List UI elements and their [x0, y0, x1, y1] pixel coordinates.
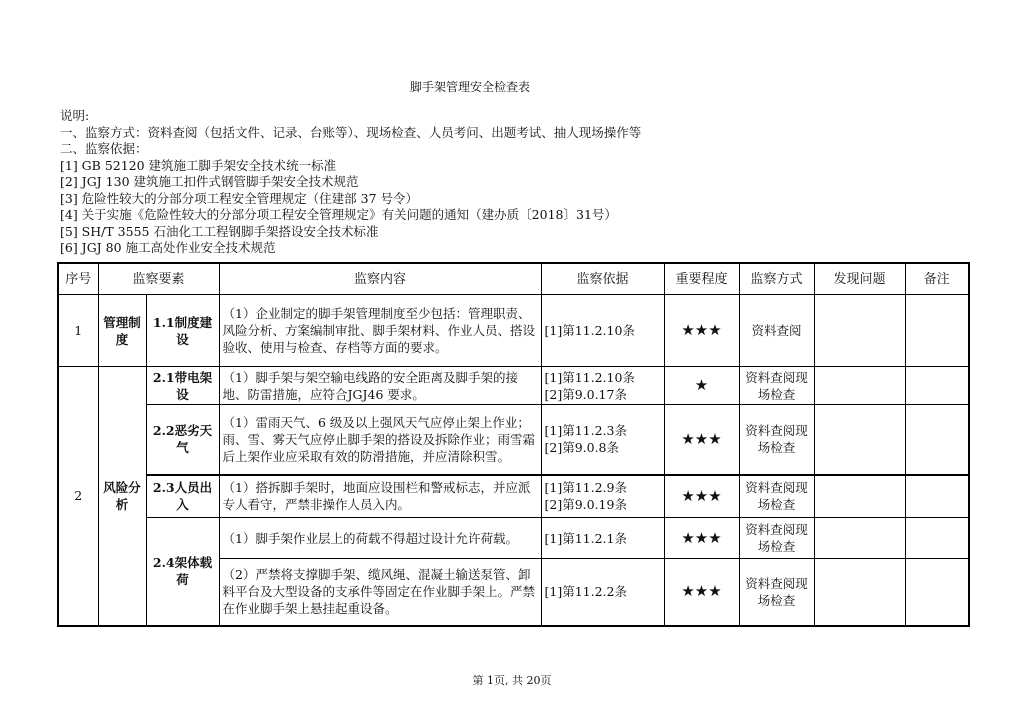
remark-cell[interactable]	[905, 405, 969, 475]
table-row	[58, 405, 969, 475]
issue-cell[interactable]	[814, 518, 905, 559]
remark-cell[interactable]	[905, 475, 969, 518]
sub-element: 2.3人员出入	[146, 475, 219, 518]
notes-heading: 说明:	[60, 108, 90, 123]
group-element: 管理制度	[98, 295, 146, 367]
reference-1: [1] GB 52120 建筑施工脚手架安全技术统一标准	[60, 157, 337, 173]
content: （1）雷雨天气、6 级及以上强风天气应停止架上作业；雨、雪、雾天气应停止脚手架的搭设及拆除作业；雨雪霜后上架作业应采取有效的防滑措施，并应清除积雪。	[219, 405, 541, 475]
inspection-table	[57, 262, 970, 627]
header-element: 监察要素	[98, 263, 219, 295]
table-row	[58, 475, 969, 518]
reference-2: [2] JGJ 130 建筑施工扣件式钢管脚手架安全技术规范	[60, 174, 359, 189]
page-title: 脚手架管理安全检查表	[409, 80, 530, 94]
header-method: 监察方式	[739, 263, 814, 295]
table-row	[58, 367, 969, 405]
content: （1）企业制定的脚手架管理制度至少包括：管理职责、风险分析、方案编制审批、脚手架材料、作业人员、搭设验收、使用与检查、存档等方面的要求。	[219, 295, 541, 367]
issue-cell[interactable]	[814, 475, 905, 518]
header-importance: 重要程度	[664, 263, 739, 295]
group-no: 1	[58, 295, 98, 367]
method: 资料查阅现场检查	[739, 559, 814, 626]
method: 资料查阅现场检查	[739, 367, 814, 405]
method: 资料查阅	[739, 295, 814, 367]
basis: [1]第11.2.10条	[541, 295, 664, 367]
content: （1）脚手架作业层上的荷载不得超过设计允许荷载。	[219, 518, 541, 559]
group-no: 2	[58, 367, 98, 626]
issue-cell[interactable]	[814, 295, 905, 367]
notes	[60, 108, 641, 257]
header-basis: 监察依据	[541, 263, 664, 295]
reference-5: [5] SH/T 3555 石油化工工程钢脚手架搭设安全技术标准	[60, 223, 379, 239]
content: （1）脚手架与架空输电线路的安全距离及脚手架的接地、防雷措施，应符合JGJ46 要求。	[219, 367, 541, 405]
remark-cell[interactable]	[905, 367, 969, 405]
sub-element: 2.4架体载荷	[146, 518, 219, 626]
remark-cell[interactable]	[905, 559, 969, 626]
sub-element: 2.2恶劣天气	[146, 405, 219, 475]
method: 资料查阅现场检查	[739, 475, 814, 518]
header-remark: 备注	[905, 263, 969, 295]
method: 资料查阅现场检查	[739, 405, 814, 475]
basis: [1]第11.2.1条	[541, 518, 664, 559]
header-no: 序号	[58, 263, 98, 295]
importance-stars: ★★★	[664, 475, 739, 518]
table-row	[58, 295, 969, 367]
notes-basis-heading: 二、监察依据：	[60, 141, 148, 156]
importance-stars: ★★★	[664, 559, 739, 626]
sub-element: 2.1带电架设	[146, 367, 219, 405]
method: 资料查阅现场检查	[739, 518, 814, 559]
basis: [1]第11.2.9条 [2]第9.0.19条	[541, 475, 664, 518]
sub-element: 1.1制度建设	[146, 295, 219, 367]
importance-stars: ★★★	[664, 405, 739, 475]
issue-cell[interactable]	[814, 559, 905, 626]
importance-stars: ★★★	[664, 518, 739, 559]
page-footer: 第 1页, 共 20页	[472, 674, 552, 687]
issue-cell[interactable]	[814, 405, 905, 475]
notes-method: 一、监察方式：资料查阅（包括文件、记录、台账等）、现场检查、人员考问、出题考试、抽人现场操作等	[60, 124, 642, 140]
importance-stars: ★	[664, 367, 739, 405]
reference-6: [6] JGJ 80 施工高处作业安全技术规范	[60, 240, 276, 255]
group-element: 风险分析	[98, 367, 146, 626]
remark-cell[interactable]	[905, 518, 969, 559]
content: （2）严禁将支撑脚手架、缆风绳、混凝土输送泵管、卸料平台及大型设备的支承件等固定在作业脚手架上。严禁在作业脚手架上悬挂起重设备。	[219, 559, 541, 626]
remark-cell[interactable]	[905, 295, 969, 367]
header-content: 监察内容	[219, 263, 541, 295]
header-row	[58, 263, 969, 295]
issue-cell[interactable]	[814, 367, 905, 405]
importance-stars: ★★★	[664, 295, 739, 367]
table-row	[58, 518, 969, 559]
basis: [1]第11.2.3条 [2]第9.0.8条	[541, 405, 664, 475]
content: （1）搭拆脚手架时，地面应设围栏和警戒标志，并应派专人看守，严禁非操作人员入内。	[219, 475, 541, 518]
reference-4: [4] 关于实施《危险性较大的分部分项工程安全管理规定》有关问题的通知（建办质〔2018〕31号）	[60, 207, 617, 222]
header-issue: 发现问题	[814, 263, 905, 295]
reference-3: [3] 危险性较大的分部分项工程安全管理规定（住建部 37 号令）	[60, 190, 419, 206]
basis: [1]第11.2.10条 [2]第9.0.17条	[541, 367, 664, 405]
basis: [1]第11.2.2条	[541, 559, 664, 626]
